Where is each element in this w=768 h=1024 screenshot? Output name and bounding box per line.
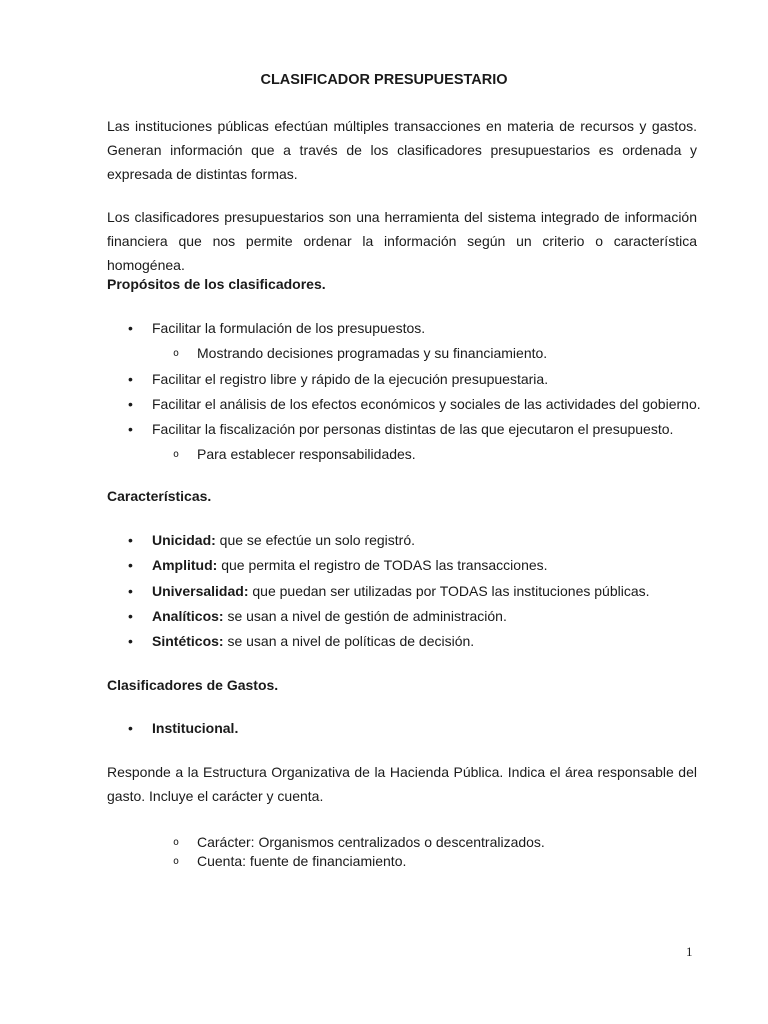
sub-list-item-text: Cuenta: fuente de financiamiento. <box>197 853 407 869</box>
bullet-icon: • <box>128 557 133 573</box>
list-item-text: Facilitar la formulación de los presupuestos. <box>152 320 426 336</box>
bullet-icon: • <box>128 421 133 437</box>
circle-bullet-icon: o <box>173 348 180 359</box>
bullet-icon: • <box>128 532 133 548</box>
circle-bullet-icon: o <box>173 449 180 460</box>
list-item <box>128 720 239 736</box>
list-item-label: Analíticos: <box>152 608 224 624</box>
list-item-label: Sintéticos: <box>152 633 224 649</box>
page-number: 1 <box>686 944 693 959</box>
circle-bullet-icon: o <box>173 837 180 848</box>
sub-list-item <box>173 446 416 462</box>
sub-list-item-text: Carácter: Organismos centralizados o descentralizados. <box>197 834 545 850</box>
bullet-icon: • <box>128 633 133 649</box>
section-heading-propositos: Propósitos de los clasificadores. <box>107 276 326 292</box>
list-item-label: Amplitud: <box>152 557 218 573</box>
list-item <box>128 608 507 624</box>
list-item-text: que puedan ser utilizadas por TODAS las instituciones públicas. <box>248 583 650 599</box>
bullet-icon: • <box>128 608 133 624</box>
list-item-text: Facilitar la fiscalización por personas distintas de las que ejecutaron el presupuesto. <box>152 421 674 437</box>
list-item-text: Facilitar el análisis de los efectos económicos y sociales de las actividades del gobierno. <box>152 396 701 412</box>
gastos-paragraph: Responde a la Estructura Organizativa de la Hacienda Pública. Indica el área responsable del gasto. Incluye el carácter y cuenta. <box>107 764 697 804</box>
list-item-text: se usan a nivel de políticas de decisión. <box>223 633 475 649</box>
bullet-icon: • <box>128 720 133 736</box>
circle-bullet-icon: o <box>173 856 180 867</box>
bullet-icon: • <box>128 320 133 336</box>
sub-list-item <box>173 853 407 869</box>
list-item <box>128 421 674 437</box>
list-item-label: Unicidad: <box>152 532 216 548</box>
bullet-icon: • <box>128 396 133 412</box>
bullet-icon: • <box>128 371 133 387</box>
list-item <box>128 557 548 573</box>
list-item-text: que permita el registro de TODAS las transacciones. <box>217 557 548 573</box>
list-item <box>128 320 426 336</box>
list-item-text: se usan a nivel de gestión de administración. <box>223 608 507 624</box>
list-item-label: Institucional. <box>152 720 239 736</box>
section-heading-caracteristicas: Características. <box>107 488 212 504</box>
sub-list-item <box>173 834 545 850</box>
document-title: CLASIFICADOR PRESUPUESTARIO <box>260 72 508 88</box>
intro-paragraph-2: Los clasificadores presupuestarios son una herramienta del sistema integrado de información financiera que nos permite ordenar la información según un criterio o característica homogénea. <box>107 209 697 273</box>
intro-paragraph-1: Las instituciones públicas efectúan múltiples transacciones en materia de recursos y gastos. Generan información que a través de los clasificadores presupuestarios es ordenada y expresada de distintas formas. <box>107 118 697 182</box>
list-item <box>128 371 549 387</box>
list-item <box>128 583 650 599</box>
sub-list-item-text: Para establecer responsabilidades. <box>197 446 416 462</box>
sub-list-item-text: Mostrando decisiones programadas y su financiamiento. <box>197 345 548 361</box>
list-item <box>128 396 701 412</box>
sub-list-item <box>173 345 548 361</box>
section-heading-gastos: Clasificadores de Gastos. <box>107 677 279 693</box>
list-item <box>128 532 416 548</box>
list-item-text: Facilitar el registro libre y rápido de la ejecución presupuestaria. <box>152 371 549 387</box>
list-item-text: que se efectúe un solo registró. <box>215 532 416 548</box>
bullet-icon: • <box>128 583 133 599</box>
list-item <box>128 633 475 649</box>
list-item-label: Universalidad: <box>152 583 249 599</box>
